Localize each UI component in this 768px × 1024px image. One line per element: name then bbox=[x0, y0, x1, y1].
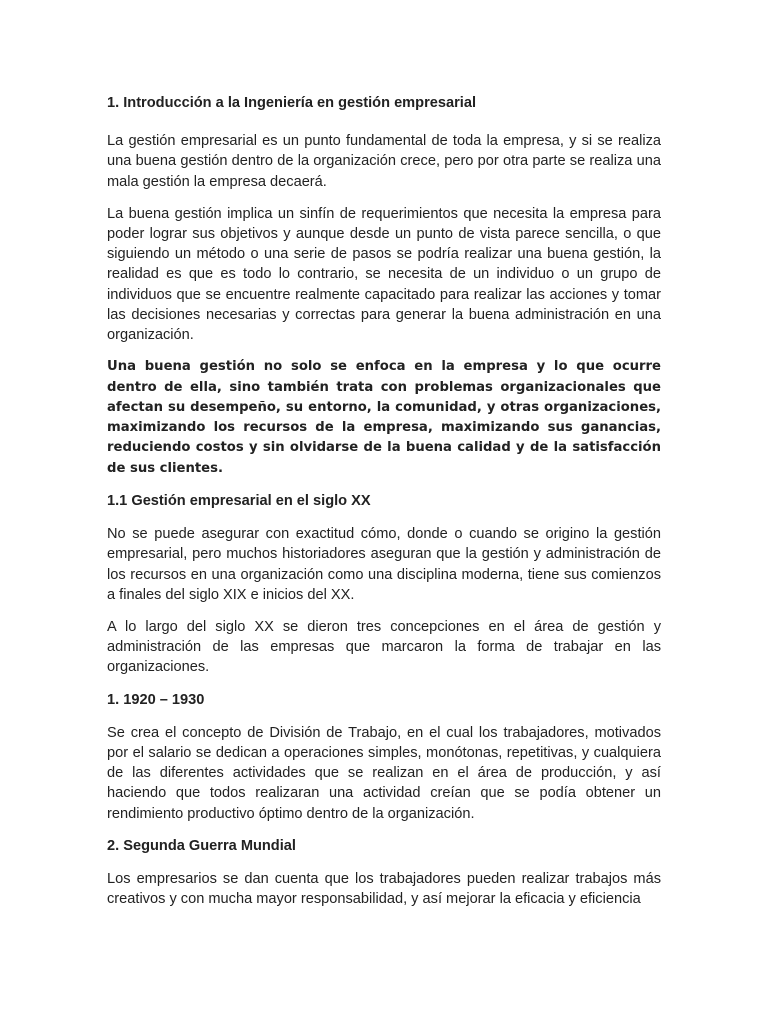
paragraph-intro-1: La gestión empresarial es un punto fundamental de toda la empresa, y si se realiza una buena gestión dentro de la organización crece, pero por otra parte se realiza una mala gestión la empresa decaerá. bbox=[107, 133, 661, 190]
paragraph-segunda-guerra: Los empresarios se dan cuenta que los trabajadores pueden realizar trabajos más creativos y con mucha mayor responsabilidad, y así mejorar la eficacia y eficiencia bbox=[107, 871, 661, 908]
paragraph-intro-2: La buena gestión implica un sinfín de requerimientos que necesita la empresa para poder lograr sus objetivos y aunque desde un punto de vista parece sencilla, o que siguiendo un método o una serie de pasos se podría realizar una buena gestión, la realidad es que es todo lo contrario, se necesita de un individuo o un grupo de individuos que se encuentre realmente capacitado para realizar las acciones y tomar las decisiones necesarias y correctas para generar la buena administración en una organización. bbox=[107, 205, 661, 344]
paragraph-siglo-xx-2: A lo largo del siglo XX se dieron tres concepciones en el área de gestión y administración de las empresas que marcaron la forma de trabajar en las organizaciones. bbox=[107, 619, 661, 676]
paragraph-bold-summary: Una buena gestión no solo se enfoca en la empresa y lo que ocurre dentro de ella, sino también trata con problemas organizacionales que afectan su desempeño, su entorno, la comunidad, y otras organizaciones, maximizando los recursos de la empresa, maximizando sus ganancias, reduciendo costos y sin olvidarse de la buena calidad y de la satisfacción de sus clientes. bbox=[107, 359, 661, 476]
paragraph-siglo-xx-1: No se puede asegurar con exactitud cómo, donde o cuando se origino la gestión empresarial, pero muchos historiadores aseguran que la gestión y administración de los recursos en una organización como una disciplina moderna, tiene sus comienzos a finales del siglo XIX e inicios del XX. bbox=[107, 526, 661, 603]
period-heading-segunda-guerra: 2. Segunda Guerra Mundial bbox=[107, 837, 296, 854]
section-heading-intro: 1. Introducción a la Ingeniería en gestión empresarial bbox=[107, 95, 477, 111]
paragraph-division-trabajo: Se crea el concepto de División de Trabajo, en el cual los trabajadores, motivados por el salario se dedican a operaciones simples, monótonas, repetitivas, y cualquiera de las diferentes actividades que se realizan en el área de producción, y así haciendo que todos realizaran una actividad creían que se podía obtener un rendimiento productivo óptimo dentro de la organización. bbox=[107, 724, 661, 822]
section-heading-siglo-xx: 1.1 Gestión empresarial en el siglo XX bbox=[107, 493, 371, 510]
period-heading-1920-1930: 1. 1920 – 1930 bbox=[107, 691, 205, 708]
